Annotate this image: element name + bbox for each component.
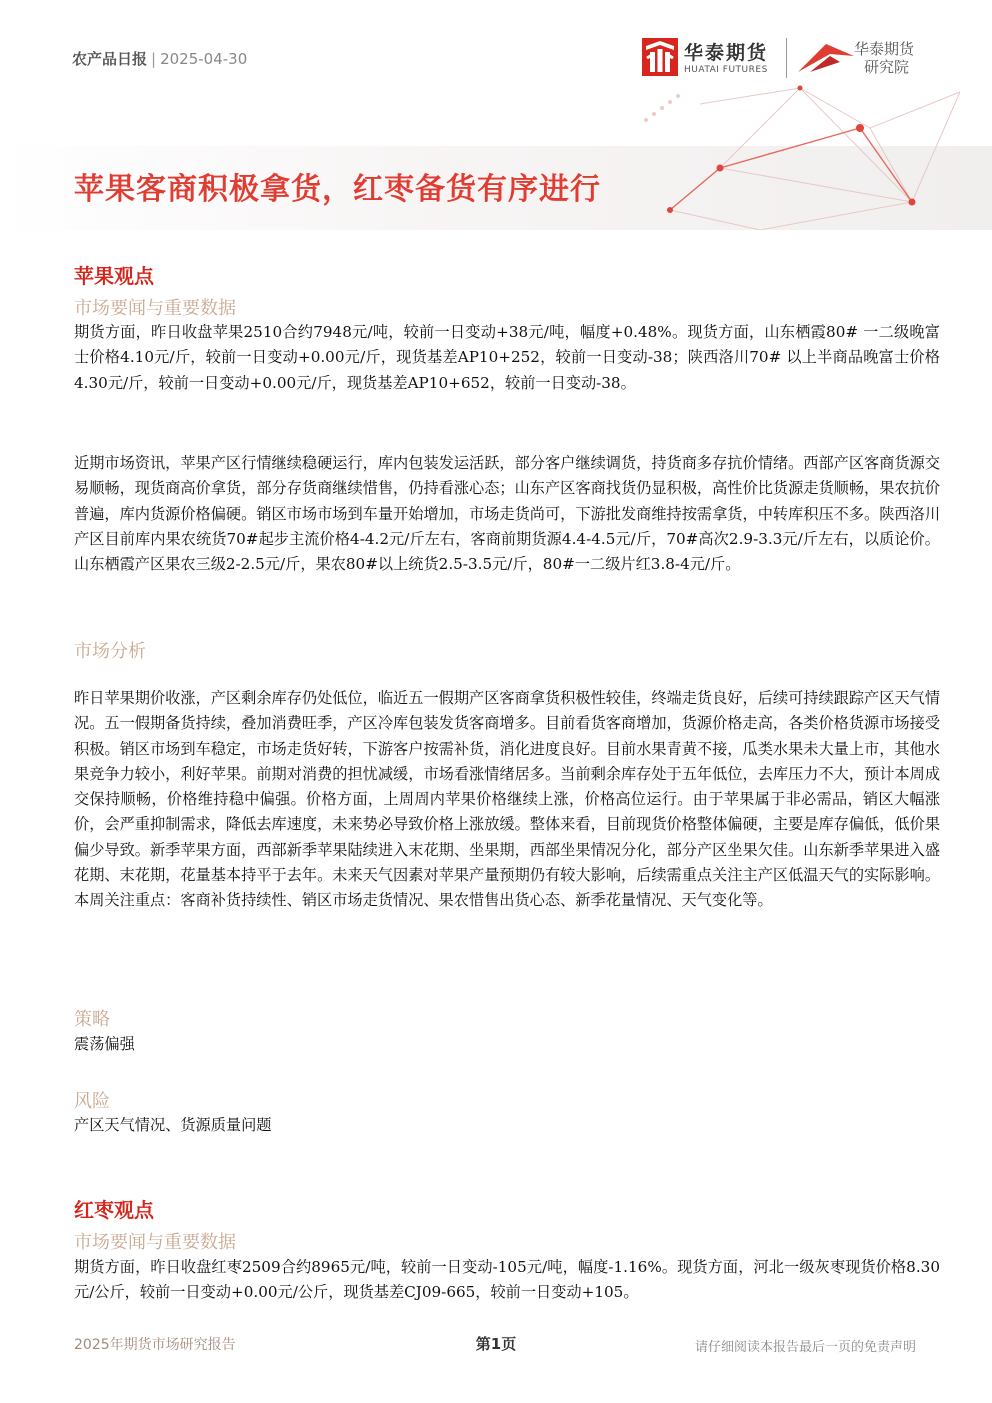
apple-section-heading: 苹果观点 xyxy=(74,264,154,288)
apple-market-news-paragraph: 近期市场资讯，苹果产区行情继续稳硬运行，库内包装发运活跃，部分客户继续调货，持货商多存抗价情绪。西部产区客商货源交易顺畅，现货商高价拿货，部分存货商继续惜售，仍持看涨心态；山东产区客商找货仍显积极，高性价比货源走货顺畅，果农抗价普遍，库内货源价格偏硬。销区市场市场到车量开始增加，市场走货尚可，下游批发商维持按需拿货，中转库积压不多。陕西洛川产区目前库内果农统货70#起步主流价格4-4.2元/斤左右，客商前期货源4.4-4.5元/斤，70#高次2.9-3.3元/斤左右，以质论价。 山东栖霞产区果农三级2-2.5元/斤，果农80#以上统货2.5-3.5元/斤，80#一二级片红3.8-4元/斤。 xyxy=(74,454,940,574)
jujube-section-heading: 红枣观点 xyxy=(74,1198,154,1222)
huatai-futures-logo xyxy=(642,38,782,80)
jujube-news-heading: 市场要闻与重要数据 xyxy=(74,1232,236,1253)
footer-report-name: 2025年期货市场研究报告 xyxy=(74,1337,236,1353)
report-title: 苹果客商积极拿货，红枣备货有序进行 xyxy=(74,172,601,207)
logo-divider xyxy=(786,38,787,78)
apple-risk-heading: 风险 xyxy=(74,1091,110,1112)
apple-news-heading: 市场要闻与重要数据 xyxy=(74,298,236,319)
title-banner xyxy=(0,84,992,230)
institute-name-line1: 华泰期货 xyxy=(854,40,915,58)
apple-analysis-paragraph: 昨日苹果期价收涨，产区剩余库存仍处低位，临近五一假期产区客商拿货积极性较佳，终端走货良好，后续可持续跟踪产区天气情况。五一假期备货持续，叠加消费旺季，产区冷库包装发货客商增多。目前看货客商增加，货源价格走高，各类价格货源市场接受积极。销区市场到车稳定，市场走货好转，下游客户按需补货，消化进度良好。目前水果青黄不接，瓜类水果未大量上市，其他水果竞争力较小，利好苹果。前期对消费的担忧减缓，市场看涨情绪居多。当前剩余库存处于五年低位，去库压力不大，预计本周成交保持顺畅，价格维持稳中偏强。价格方面，上周周内苹果价格继续上涨，价格高位运行。由于苹果属于非必需品，销区大幅涨价，会严重抑制需求，降低去库速度，未来势必导致价格上涨放缓。整体来看，目前现货价格整体偏硬，主要是库存偏低，低价果偏少导致。新季苹果方面，西部新季苹果陆续进入末花期、坐果期，西部坐果情况分化，部分产区坐果欠佳。山东新季苹果进入盛花期、末花期，花量基本持平于去年。未来天气因素对苹果产量预期仍有较大影响，后续需重点关注主产区低温天气的实际影响。本周关注重点：客商补货持续性、销区市场走货情况、果农惜售出货心态、新季花量情况、天气变化等。 xyxy=(74,689,940,910)
huatai-logo-icon xyxy=(642,38,678,76)
apple-risk-text: 产区天气情况、货源质量问题 xyxy=(74,1116,272,1134)
institute-logo-icon xyxy=(796,38,856,78)
apple-futures-spot-paragraph: 期货方面，昨日收盘苹果2510合约7948元/吨，较前一日变动+38元/吨，幅度+0.48%。现货方面，山东栖霞80# 一二级晚富士价格4.10元/斤，较前一日变动+0.00元/斤，现货基差AP10+252，较前一日变动-38；陕西洛川70# 以上半商品晚富士价格4.30元/斤，较前一日变动+0.00元/斤，现货基差AP10+652，较前一日变动-38。 xyxy=(74,323,940,392)
report-header xyxy=(72,48,247,69)
report-category: 农产品日报 xyxy=(72,50,148,68)
apple-strategy-text: 震荡偏强 xyxy=(74,1035,135,1053)
apple-analysis-heading: 市场分析 xyxy=(74,641,146,662)
logo-cn-text: 华泰期货 xyxy=(684,42,769,64)
jujube-futures-spot-paragraph: 期货方面，昨日收盘红枣2509合约8965元/吨，较前一日变动-105元/吨，幅度-1.16%。现货方面，河北一级灰枣现货价格8.30元/公斤，较前一日变动+0.00元/公斤，现货基差CJ09-665，较前一日变动+105。 xyxy=(74,1258,940,1302)
footer-disclaimer-note: 请仔细阅读本报告最后一页的免责声明 xyxy=(694,1340,916,1355)
network-decoration-graphic xyxy=(560,84,992,230)
apple-strategy-heading: 策略 xyxy=(74,1009,110,1030)
logo-en-text: HUATAI FUTURES xyxy=(684,65,768,75)
header-separator: | xyxy=(151,50,157,68)
institute-logo xyxy=(796,36,926,80)
report-date: 2025-04-30 xyxy=(160,50,248,68)
page-number: 第1页 xyxy=(475,1335,517,1353)
institute-name-line2: 研究院 xyxy=(864,58,910,76)
